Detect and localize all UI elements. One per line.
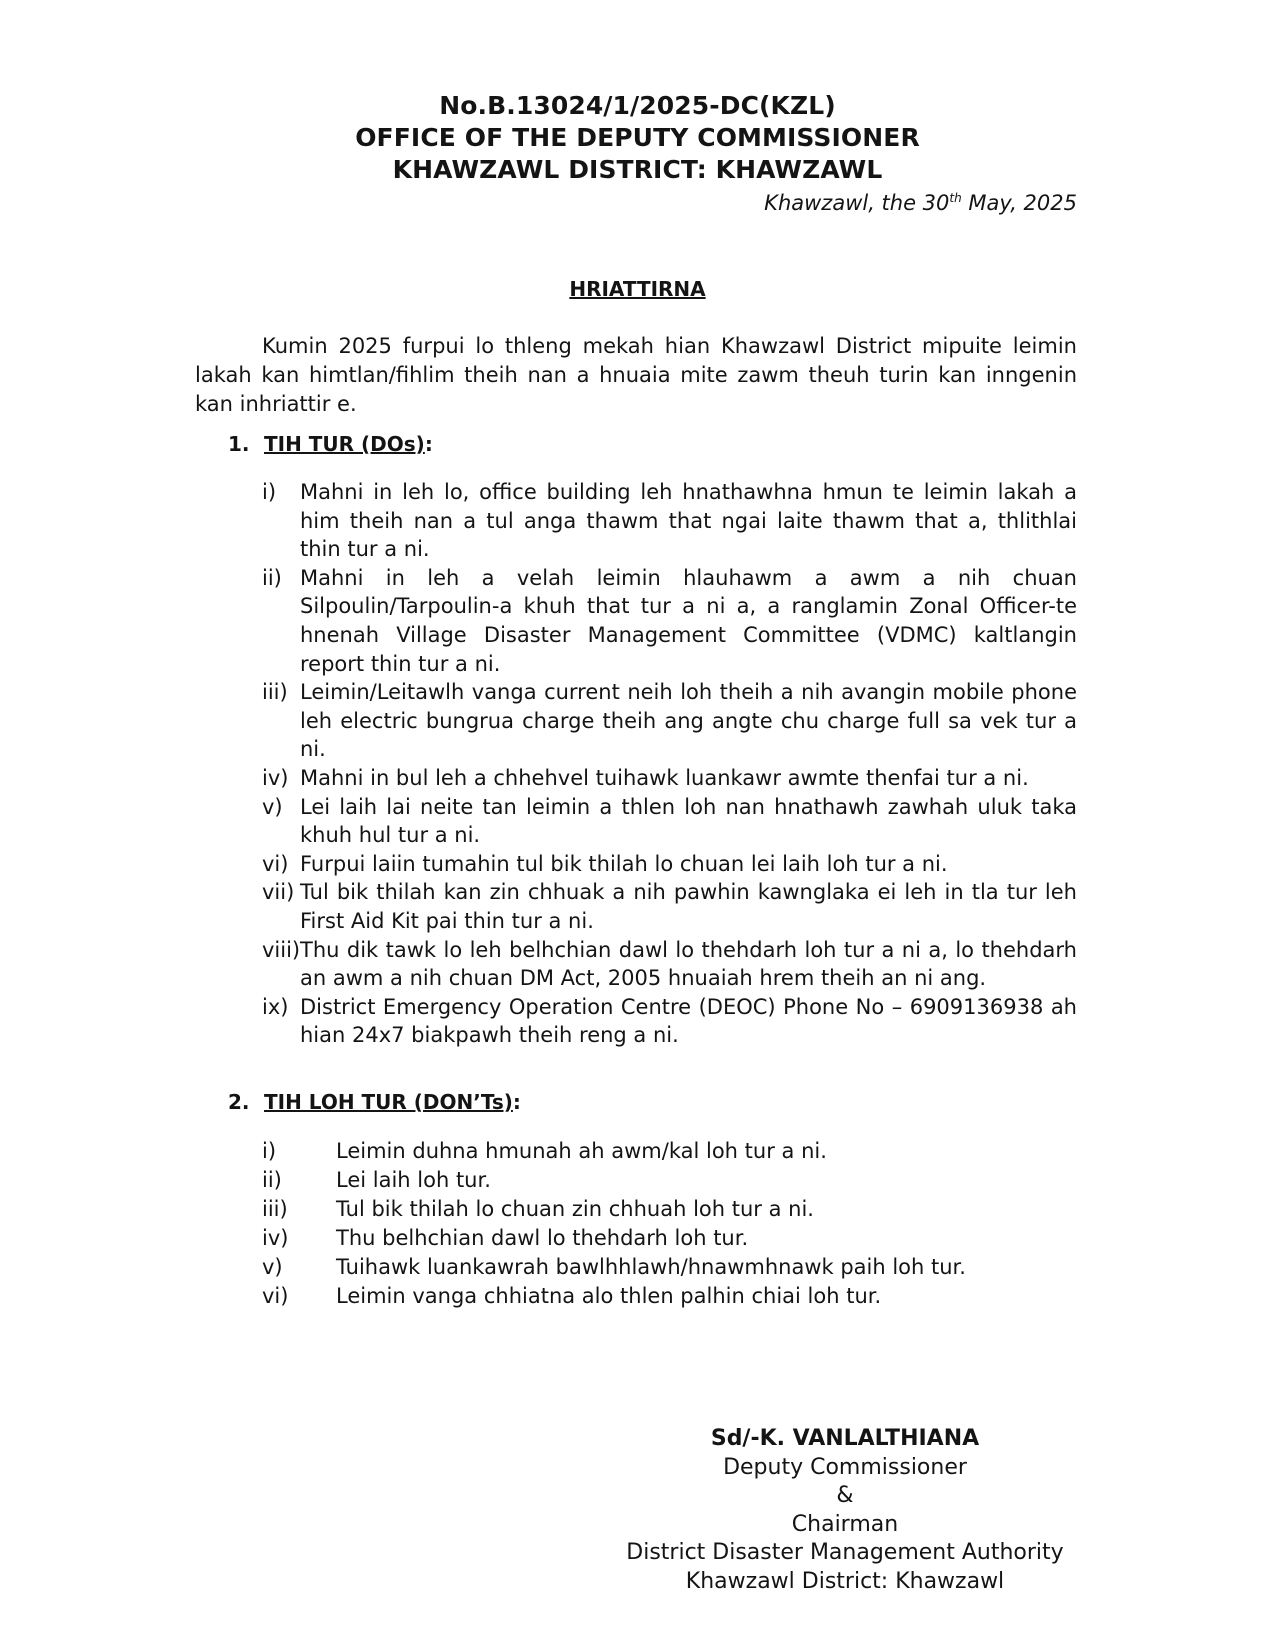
item-number: i) [262,1139,277,1163]
item-number: i) [262,480,277,504]
list-item [262,764,1077,793]
item-number: iii) [262,680,288,705]
list-item [262,678,1077,764]
section-colon: : [512,1090,521,1114]
item-text: Thu belhchian dawl lo thehdarh loh tur. [336,1226,749,1250]
item-number: vi) [262,1284,289,1308]
item-text: Mahni in leh a velah leimin hlauhawm a awm a nih chuan Silpoulin/Tarpoulin-a khuh that tur a ni a, a ranglamin Zonal Officer-te hnenah Village Disaster Management Committee (VDMC) kaltlangin report thin tur a ni. [300,565,1077,676]
list-item [262,936,1077,993]
item-text: Leimin vanga chhiatna alo thlen palhin chiai loh tur. [336,1284,882,1308]
item-text: Mahni in leh lo, office building leh hnathawhna hmun te leimin lakah a him theih nan a tul anga thawm that ngai laite thawm that a, thlithlai thin tur a ni. [300,480,1077,562]
intro-paragraph [195,332,1077,419]
list-item [262,1195,1077,1224]
item-number: ii) [262,565,282,590]
item-text: Tul bik thilah lo chuan zin chhuah loh tur a ni. [336,1197,814,1221]
list-item [262,793,1077,850]
list-item [262,878,1077,935]
date-ordinal: th [949,191,962,205]
intro-text: Kumin 2025 furpui lo thleng mekah hian Khawzawl District mipuite leimin lakah kan himtlan/fihlim theih nan a hnuaia mite zawm theuh turin kan inngenin kan inhriattir e. [195,334,1077,416]
signatory-role: Chairman [791,1511,899,1537]
list-item [262,1166,1077,1195]
item-number: v) [262,1255,283,1279]
item-number: vi) [262,851,289,876]
item-text: Furpui laiin tumahin tul bik thilah lo chuan lei laih loh tur a ni. [300,851,948,876]
letter-header [0,90,1275,186]
item-number: iv) [262,1226,289,1250]
item-text: Lei laih lai neite tan leimin a thlen loh nan hnathawh zawhah uluk taka khuh hul tur a ni. [300,794,1077,848]
item-number: viii) [262,937,301,962]
list-item [262,1224,1077,1253]
item-number: ii) [262,1168,282,1192]
letter-date [764,191,1077,215]
item-number: ix) [262,994,289,1019]
date-suffix: May, 2025 [961,191,1077,215]
item-text: Thu dik tawk lo leh belhchian dawl lo thehdarh loh tur a ni a, lo thehdarh an awm a nih chuan DM Act, 2005 hnuaiah hrem theih an ni ang. [300,937,1077,991]
item-number: vii) [262,880,295,905]
signatory-title: Deputy Commissioner [723,1454,967,1480]
dos-heading [228,432,433,456]
section-number: 2. [228,1090,250,1114]
item-text: Tul bik thilah kan zin chhuak a nih pawhin kawnglaka ei leh in tla tur leh First Aid Kit pai thin tur a ni. [300,880,1077,933]
donts-list [262,1137,1077,1311]
date-prefix: Khawzawl, the 30 [764,191,950,215]
office-title: OFFICE OF THE DEPUTY COMMISSIONER [355,123,920,152]
item-text: Lei laih loh tur. [336,1168,491,1192]
signature-block [610,1425,1080,1596]
list-item [262,564,1077,678]
ampersand: & [836,1483,854,1508]
list-item [262,1253,1077,1282]
signatory-place: Khawzawl District: Khawzawl [685,1568,1005,1594]
list-item [262,478,1077,564]
item-text: Leimin duhna hmunah ah awm/kal loh tur a ni. [336,1139,827,1163]
dos-list [262,478,1077,1050]
item-text: Mahni in bul leh a chhehvel tuihawk luankawr awmte thenfai tur a ni. [300,765,1029,790]
item-number: iv) [262,765,289,790]
item-number: v) [262,794,283,819]
section-label: TIH TUR (DOs) [264,432,425,456]
signatory-name: Sd/-K. VANLALTHIANA [710,1426,980,1451]
item-text: Tuihawk luankawrah bawlhhlawh/hnawmhnawk paih loh tur. [336,1255,966,1279]
item-number: iii) [262,1197,288,1221]
section-label: TIH LOH TUR (DON’Ts) [264,1090,513,1114]
list-item [262,993,1077,1050]
district-title: KHAWZAWL DISTRICT: KHAWZAWL [392,155,883,184]
section-colon: : [424,432,433,456]
list-item [262,1137,1077,1166]
list-item [262,1282,1077,1311]
signatory-authority: District Disaster Management Authority [626,1540,1064,1565]
section-number: 1. [228,432,250,456]
list-item [262,850,1077,879]
donts-heading [228,1090,521,1114]
item-text: Leimin/Leitawlh vanga current neih loh theih a nih avangin mobile phone leh electric bungrua charge theih ang angte chu charge full sa vek tur a ni. [300,680,1077,762]
item-text: District Emergency Operation Centre (DEOC) Phone No – 6909136938 ah hian 24x7 biakpawh theih reng a ni. [300,994,1077,1048]
reference-number: No.B.13024/1/2025-DC(KZL) [439,91,836,120]
subject-heading: HRIATTIRNA [569,277,706,301]
